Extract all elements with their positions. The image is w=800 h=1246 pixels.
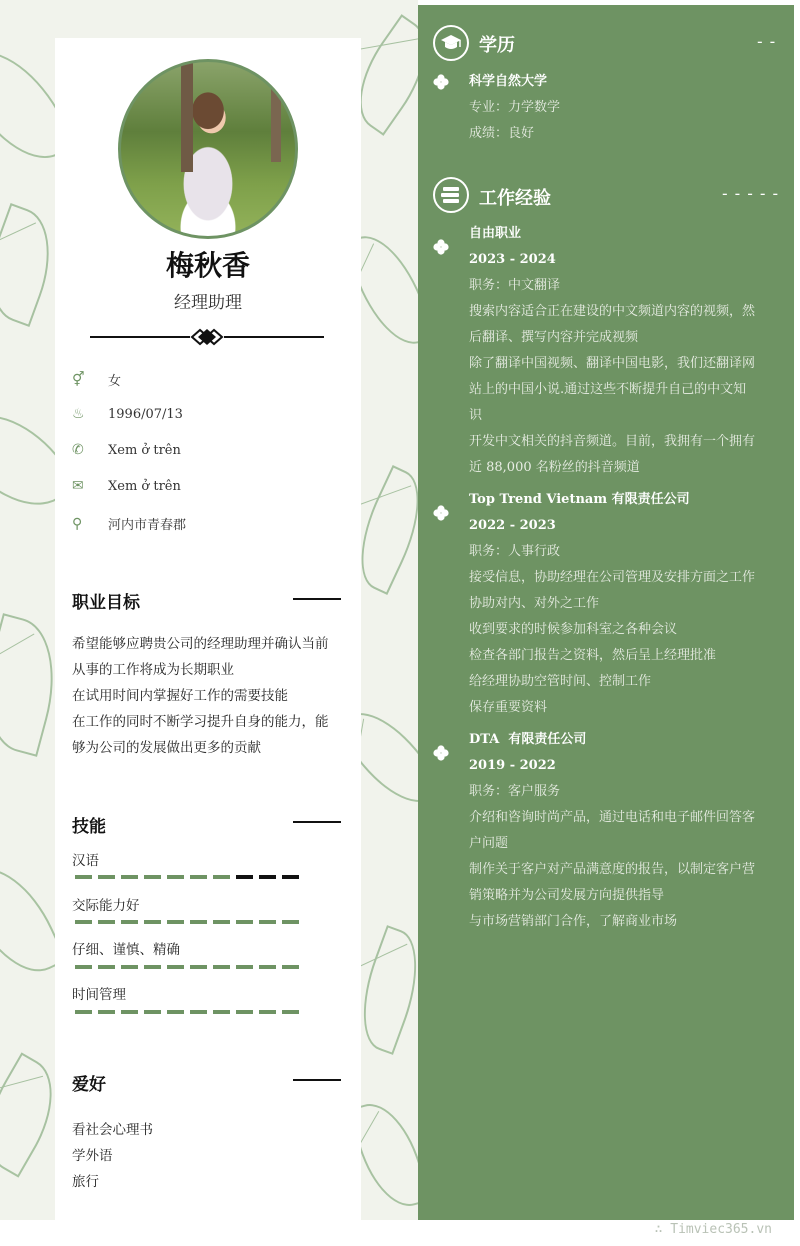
graduation-cap-icon <box>433 25 469 61</box>
skill-segment <box>259 965 276 969</box>
skill-segment <box>190 875 207 879</box>
education-major: 专业：力学数学 <box>469 100 561 115</box>
birthday-cake-icon: ♨ <box>72 406 85 422</box>
objective-line: 从事的工作将成为长期职业 <box>72 662 234 678</box>
skill-level-bar <box>75 875 299 879</box>
profile-role: 经理助理 <box>174 293 242 313</box>
job-entry <box>469 727 781 935</box>
education-grade: 成绩：良好 <box>469 126 535 141</box>
job-line: 后翻译、撰写内容并完成视频 <box>469 330 639 345</box>
skill-segment <box>98 875 115 879</box>
profile-photo <box>118 59 298 239</box>
skill-segment <box>259 875 276 879</box>
contact-address <box>72 514 186 533</box>
skill-segment <box>259 920 276 924</box>
job-entry <box>469 487 781 721</box>
skill-segment <box>213 965 230 969</box>
skill-segment <box>282 875 299 879</box>
job-period: 2023 - 2024 <box>469 252 556 267</box>
job-line: 协助对内、对外之工作 <box>469 596 600 611</box>
skill-level-bar <box>75 965 299 969</box>
experience-title: 工作经验 <box>479 188 551 209</box>
skill-segment <box>144 920 161 924</box>
job-position: 职务：人事行政 <box>469 544 561 559</box>
skills-title-line <box>293 821 341 823</box>
job-line: 近 88,000 名粉丝的抖音频道 <box>469 460 640 475</box>
clover-bullet-icon <box>433 74 449 90</box>
job-period: 2019 - 2022 <box>469 758 556 773</box>
job-line: 介绍和咨询时尚产品，通过电话和电子邮件回答客 <box>469 810 756 825</box>
skill-segment <box>75 1010 92 1014</box>
job-line: 户问题 <box>469 836 509 851</box>
contact-birthday <box>72 406 183 422</box>
job-line: 制作关于客户对产品满意度的报告，以制定客户营 <box>469 862 756 877</box>
skill-segment <box>282 1010 299 1014</box>
job-line: 检查各部门报告之资料，然后呈上经理批准 <box>469 648 717 663</box>
hobbies-title-line <box>293 1079 341 1081</box>
objective-text <box>72 631 344 761</box>
skill-segment <box>144 875 161 879</box>
email-icon: ✉ <box>72 478 84 494</box>
contact-phone-value: Xem ở trên <box>108 442 181 458</box>
skill-segment <box>121 875 138 879</box>
job-position: 职务：中文翻译 <box>469 278 561 293</box>
job-line: 收到要求的时候参加科室之各种会议 <box>469 622 678 637</box>
skill-segment <box>213 875 230 879</box>
job-company: Top Trend Vietnam 有限责任公司 <box>469 492 690 507</box>
objective-line: 够为公司的发展做出更多的贡献 <box>72 740 261 756</box>
objective-title: 职业目标 <box>72 593 140 613</box>
skill-name: 仔细、谨慎、精确 <box>72 942 180 958</box>
skill-segment <box>98 920 115 924</box>
clover-bullet-icon <box>433 745 449 761</box>
skill-name: 交际能力好 <box>72 898 140 914</box>
contact-address-value: 河内市青春郡 <box>108 518 187 533</box>
skill-segment <box>167 965 184 969</box>
contact-email <box>72 478 181 494</box>
education-school: 科学自然大学 <box>469 74 548 89</box>
job-line: 开发中文相关的抖音频道。目前，我拥有一个拥有 <box>469 434 756 449</box>
skills-title: 技能 <box>72 817 106 837</box>
job-position: 职务：客户服务 <box>469 784 561 799</box>
experience-dash: ----- <box>720 184 784 203</box>
skill-segment <box>236 1010 253 1014</box>
skill-segment <box>75 965 92 969</box>
footer-watermark: ∴ Timviec365.vn <box>654 1222 772 1237</box>
skill-segment <box>144 965 161 969</box>
job-company: 自由职业 <box>469 226 522 241</box>
skill-segment <box>236 875 253 879</box>
job-line: 销策略并为公司发展方向提供指导 <box>469 888 665 903</box>
skill-segment <box>121 920 138 924</box>
skill-segment <box>98 1010 115 1014</box>
profile-name: 梅秋香 <box>165 249 250 282</box>
job-line: 给经理协助空管时间、控制工作 <box>469 674 652 689</box>
skill-level-bar <box>75 920 299 924</box>
skill-segment <box>236 920 253 924</box>
job-period: 2022 - 2023 <box>469 518 556 533</box>
contact-phone <box>72 442 181 458</box>
hobby-item: 旅行 <box>72 1174 99 1190</box>
job-line: 搜索内容适合正在建设的中文频道内容的视频，然 <box>469 304 756 319</box>
job-entry <box>469 221 781 481</box>
skill-segment <box>190 965 207 969</box>
stack-of-books-icon <box>433 177 469 213</box>
objective-line: 在试用时间内掌握好工作的需要技能 <box>72 688 288 704</box>
contact-gender-value: 女 <box>108 374 122 389</box>
skill-segment <box>190 920 207 924</box>
skill-segment <box>167 1010 184 1014</box>
diamond-ornament-icon <box>190 327 224 347</box>
clover-bullet-icon <box>433 505 449 521</box>
hobby-item: 学外语 <box>72 1148 113 1164</box>
contact-gender <box>72 370 121 389</box>
skill-segment <box>121 965 138 969</box>
hobbies-title: 爱好 <box>72 1075 106 1095</box>
skill-name: 汉语 <box>72 853 99 869</box>
skill-segment <box>213 1010 230 1014</box>
skill-segment <box>98 965 115 969</box>
skill-segment <box>282 965 299 969</box>
contact-email-value: Xem ở trên <box>108 478 181 494</box>
job-line: 与市场营销部门合作，了解商业市场 <box>469 914 678 929</box>
skill-segment <box>213 920 230 924</box>
job-line: 除了翻译中国视频、翻译中国电影，我们还翻译网 <box>469 356 756 371</box>
skill-segment <box>167 920 184 924</box>
job-line: 保存重要资料 <box>469 700 548 715</box>
hobby-item: 看社会心理书 <box>72 1122 153 1138</box>
job-company: DTA 有限责任公司 <box>469 732 587 747</box>
objective-line: 希望能够应聘贵公司的经理助理并确认当前 <box>72 636 329 652</box>
skill-segment <box>282 920 299 924</box>
skill-segment <box>121 1010 138 1014</box>
hobbies-list <box>72 1117 344 1195</box>
phone-icon: ✆ <box>72 442 84 458</box>
job-line: 站上的中国小说.通过这些不断提升自己的中文知 <box>469 382 747 397</box>
skill-segment <box>236 965 253 969</box>
skill-segment <box>259 1010 276 1014</box>
gender-icon: ⚥ <box>72 371 85 388</box>
skill-segment <box>167 875 184 879</box>
objective-title-line <box>293 598 341 600</box>
education-dash: -- <box>755 32 781 51</box>
objective-line: 在工作的同时不断学习提升自身的能力，能 <box>72 714 329 730</box>
location-pin-icon: ⚲ <box>72 515 83 532</box>
job-line: 接受信息，协助经理在公司管理及安排方面之工作 <box>469 570 756 585</box>
skill-segment <box>190 1010 207 1014</box>
skill-name: 时间管理 <box>72 987 126 1003</box>
education-title: 学历 <box>479 35 515 56</box>
skill-level-bar <box>75 1010 299 1014</box>
skill-segment <box>144 1010 161 1014</box>
contact-birthday-value: 1996/07/13 <box>108 406 183 422</box>
education-entry <box>469 69 781 147</box>
job-line: 识 <box>469 408 483 423</box>
clover-bullet-icon <box>433 239 449 255</box>
skill-segment <box>75 875 92 879</box>
skill-segment <box>75 920 92 924</box>
